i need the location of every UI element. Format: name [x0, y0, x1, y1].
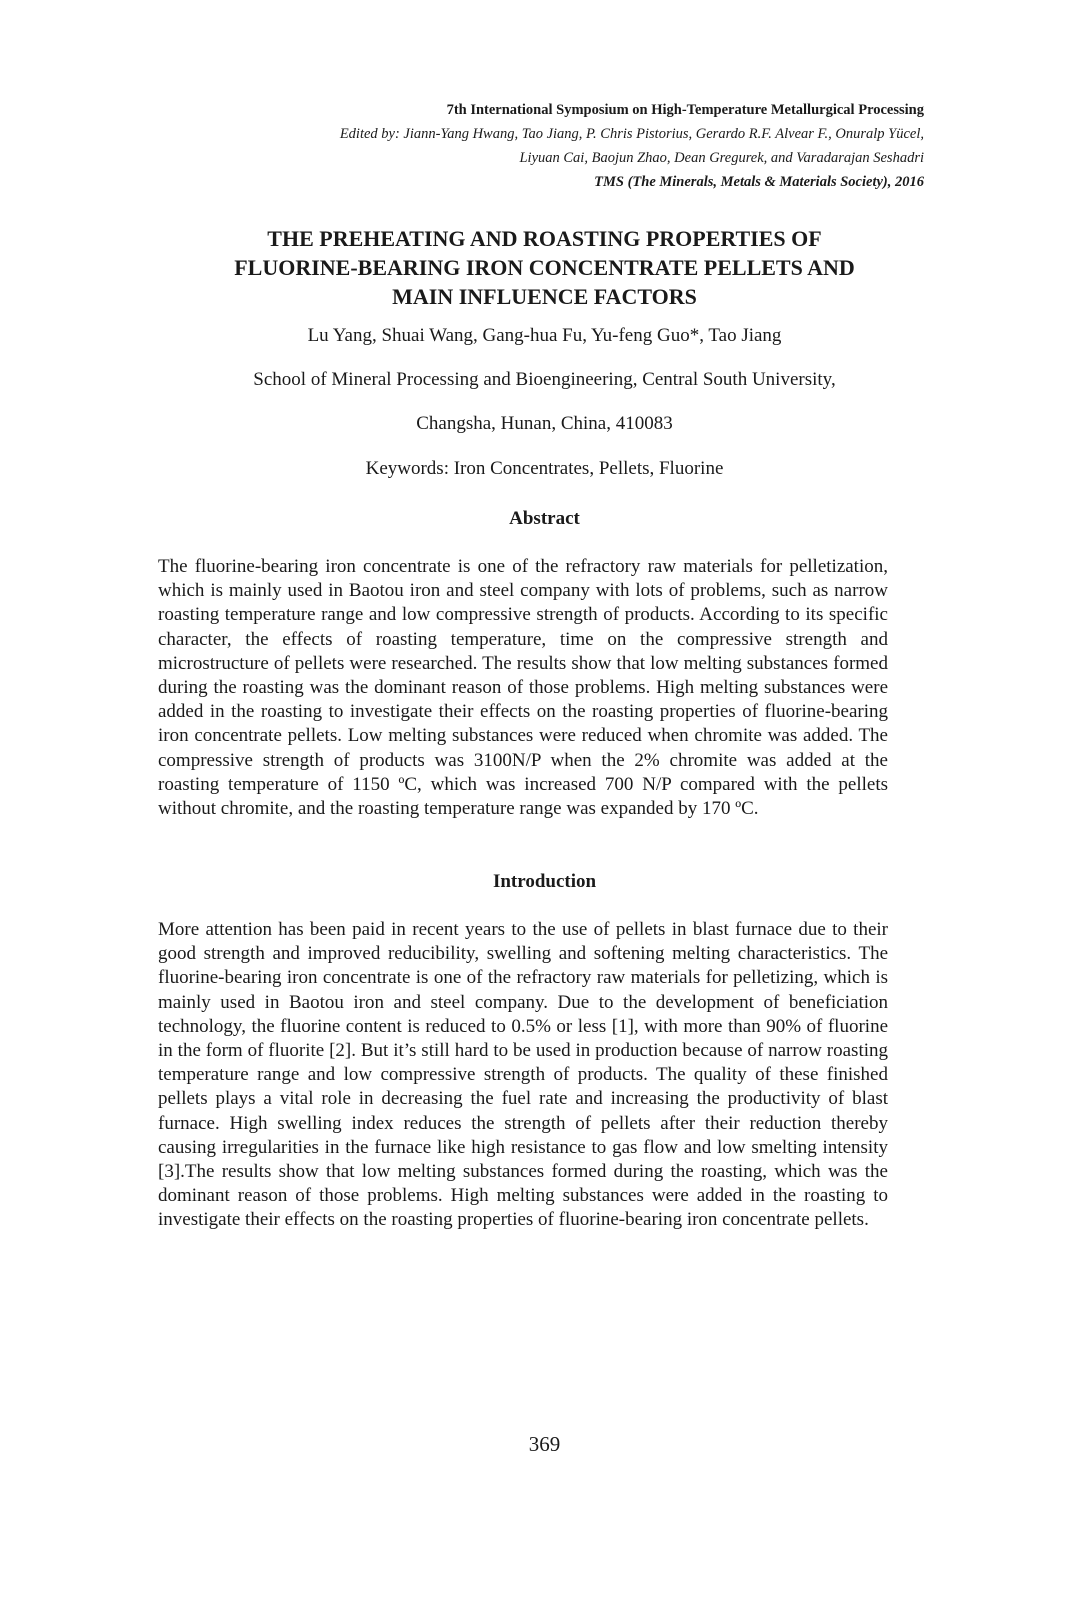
keywords: Keywords: Iron Concentrates, Pellets, Fluorine	[365, 458, 724, 479]
publisher-line: TMS (The Minerals, Metals & Materials Society), 2016	[594, 174, 924, 190]
editors-line-1: Edited by: Jiann-Yang Hwang, Tao Jiang, P. Chris Pistorius, Gerardo R.F. Alvear F., Onuralp Yücel,	[339, 126, 924, 142]
title-line-2: FLUORINE-BEARING IRON CONCENTRATE PELLETS AND	[234, 255, 855, 280]
abstract-heading: Abstract	[509, 508, 580, 529]
title-line-1: THE PREHEATING AND ROASTING PROPERTIES OF	[267, 226, 822, 251]
paper-title	[0, 224, 1067, 311]
abstract-text: The fluorine-bearing iron concentrate is one of the refractory raw materials for pelletization, which is mainly used in Baotou iron and steel company with lots of problems, such as narrow roasting temperature range and low compressive strength of products. According to its specific character, the effects of roasting temperature, time on the compressive strength and microstructure of pellets were researched. The results show that low melting substances formed during the roasting was the dominant reason of those problems. High melting substances were added in the roasting to investigate their effects on the roasting properties of fluorine-bearing iron concentrate pellets. Low melting substances were reduced when chromite was added. The compressive strength of products was 3100N/P when the 2% chromite was added at the roasting temperature of 1150 ºC, which was increased 700 N/P compared with the pellets without chromite, and the roasting temperature range was expanded by 170 ºC.	[158, 556, 888, 820]
introduction-text: More attention has been paid in recent years to the use of pellets in blast furnace due to their good strength and improved reducibility, swelling and softening melting characteristics. The fluorine-bearing iron concentrate is one of the refractory raw materials for pelletizing, which is mainly used in Baotou iron and steel company. Due to the development of beneficiation technology, the fluorine content is reduced to 0.5% or less [1], with more than 90% of fluorine in the form of fluorite [2]. But it’s still hard to be used in production because of narrow roasting temperature range and low compressive strength of products. The quality of these finished pellets plays a vital role in decreasing the fuel rate and increasing the productivity of blast furnace. High swelling index reduces the strength of pellets after their reduction thereby causing irregularities in the furnace like high resistance to gas flow and low smelting intensity [3].The results show that low melting substances formed during the roasting, which was the dominant reason of those problems. High melting substances were added in the roasting to investigate their effects on the roasting properties of fluorine-bearing iron concentrate pellets.	[158, 919, 888, 1231]
page-number: 369	[528, 1432, 561, 1456]
affiliation-line-2: Changsha, Hunan, China, 410083	[416, 413, 673, 434]
conference-name: 7th International Symposium on High-Temperature Metallurgical Processing	[446, 102, 924, 118]
editors-line-2: Liyuan Cai, Baojun Zhao, Dean Gregurek, and Varadarajan Seshadri	[519, 150, 924, 166]
affiliation-line-1: School of Mineral Processing and Bioengineering, Central South University,	[253, 369, 836, 390]
introduction-heading: Introduction	[492, 871, 597, 892]
title-line-3: MAIN INFLUENCE FACTORS	[392, 284, 697, 309]
author-list: Lu Yang, Shuai Wang, Gang-hua Fu, Yu-feng Guo*, Tao Jiang	[307, 325, 782, 346]
running-header	[340, 98, 924, 194]
